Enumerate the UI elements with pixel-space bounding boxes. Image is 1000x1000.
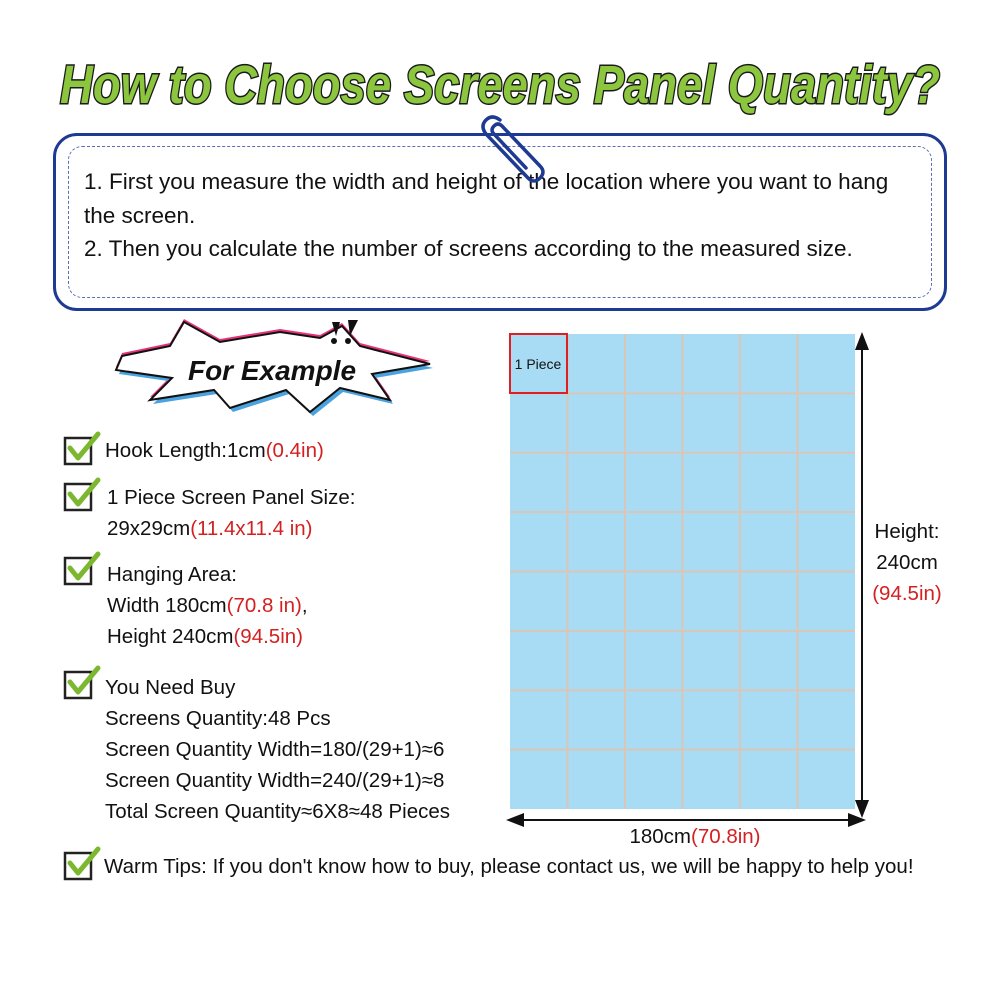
height-label-line1: Height: [874, 520, 940, 543]
hanging-area-width-inches: (70.8 in) [226, 594, 302, 617]
hanging-area-height-inches: (94.5in) [233, 625, 303, 648]
height-label-inches: (94.5in) [872, 582, 942, 605]
height-label [862, 516, 952, 609]
hanging-area-width: Width 180cm [107, 594, 227, 617]
need-buy-line5: Total Screen Quantity≈6X8≈48 Pieces [105, 800, 450, 823]
width-label [560, 823, 830, 851]
hook-length-text: Hook Length:1cm [105, 439, 266, 462]
checkmark-icon [62, 550, 102, 586]
for-example-burst [110, 316, 440, 422]
need-buy-line4: Screen Quantity Width=240/(29+1)≈8 [105, 769, 445, 792]
width-label-inches: (70.8in) [691, 825, 761, 848]
warm-tips: Warm Tips: If you don't know how to buy, please contact us, we will be happy to help you! [104, 855, 914, 878]
hook-length-inches: (0.4in) [265, 439, 324, 462]
checkmark-icon [62, 476, 102, 512]
for-example-label: For Example [187, 355, 357, 386]
panel-grid-diagram [500, 326, 880, 831]
need-buy-line3: Screen Quantity Width=180/(29+1)≈6 [105, 738, 445, 761]
hanging-area-height: Height 240cm [107, 625, 234, 648]
need-buy-line1: You Need Buy [105, 676, 236, 699]
paperclip-icon [478, 112, 548, 184]
step-2: 2. Then you calculate the number of screens according to the measured size. [84, 236, 853, 261]
step-1: 1. First you measure the width and height of the location where you want to hang the screen. [84, 169, 889, 228]
panel-size-inches: (11.4x11.4 in) [190, 517, 313, 540]
panel-size-line1: 1 Piece Screen Panel Size: [107, 486, 356, 509]
item-need-buy [105, 672, 450, 827]
hanging-area-width-suffix: , [301, 594, 308, 617]
checkmark-icon [62, 845, 102, 881]
checkmark-icon [62, 664, 102, 700]
item-hanging-area [107, 559, 308, 652]
panel-size-cm: 29x29cm [107, 517, 191, 540]
page-title-text: How to Choose Screens Panel Quantity? [60, 55, 940, 115]
need-buy-line2: Screens Quantity:48 Pcs [105, 707, 331, 730]
height-label-line2: 240cm [876, 551, 938, 574]
item-panel-size [107, 482, 355, 544]
hanging-area-line1: Hanging Area: [107, 563, 237, 586]
item-hook-length [105, 435, 324, 466]
width-label-cm: 180cm [629, 825, 691, 848]
one-piece-label: 1 Piece [514, 356, 562, 372]
checkmark-icon [62, 430, 102, 466]
